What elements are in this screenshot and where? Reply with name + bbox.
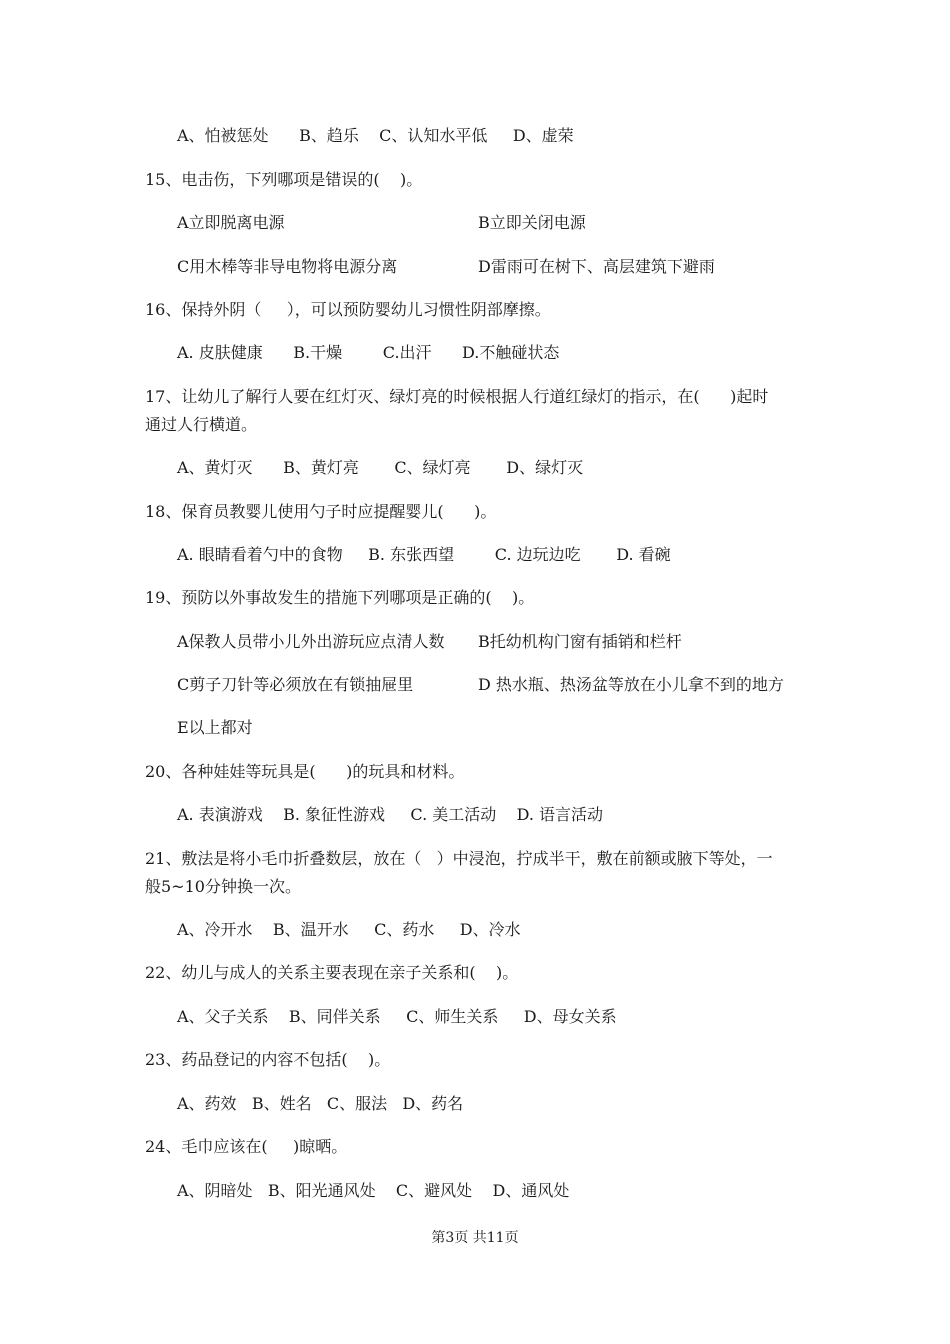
q19-option-e: E以上都对 [177,718,253,737]
question-24: 24、毛巾应该在( )晾晒。 [145,1137,348,1156]
q19-option-a: A保教人员带小儿外出游玩应点清人数 [177,632,445,651]
q16-options: A. 皮肤健康 B.干燥 C.出汗 D.不触碰状态 [177,343,560,362]
q24-options: A、阴暗处 B、阳光通风处 C、避风处 D、通风处 [177,1181,570,1200]
q17-options: A、黄灯灭 B、黄灯亮 C、绿灯亮 D、绿灯灭 [177,458,584,477]
q14-options: A、怕被惩处 B、趋乐 C、认知水平低 D、虚荣 [177,126,574,145]
page-footer: 第3页 共11页 [431,1230,519,1246]
question-18: 18、保育员教婴儿使用勺子时应提醒婴儿( )。 [145,502,497,521]
question-21-cont: 般5~10分钟换一次。 [145,877,301,896]
question-15: 15、电击伤，下列哪项是错误的( )。 [145,170,423,189]
q23-options: A、药效 B、姓名 C、服法 D、药名 [177,1094,464,1113]
question-17-cont: 通过人行横道。 [145,415,258,434]
q19-option-d: D 热水瓶、热汤盆等放在小儿拿不到的地方 [478,675,784,694]
q20-options: A. 表演游戏 B. 象征性游戏 C. 美工活动 D. 语言活动 [177,805,604,824]
q19-option-b: B托幼机构门窗有插销和栏杆 [478,632,682,651]
question-17: 17、让幼儿了解行人要在红灯灭、绿灯亮的时候根据人行道红绿灯的指示，在( )起时 [145,387,769,406]
question-19: 19、预防以外事故发生的措施下列哪项是正确的( )。 [145,588,535,607]
question-23: 23、药品登记的内容不包括( )。 [145,1050,391,1069]
question-21: 21、敷法是将小毛巾折叠数层，放在（ ）中浸泡，拧成半干，敷在前额或腋下等处，一 [145,849,773,868]
question-16: 16、保持外阴（ ），可以预防婴幼儿习惯性阴部摩擦。 [145,300,551,319]
q22-options: A、父子关系 B、同伴关系 C、师生关系 D、母女关系 [177,1007,617,1026]
q15-option-b: B立即关闭电源 [478,213,586,232]
q15-option-c: C用木棒等非导电物将电源分离 [177,257,398,276]
q21-options: A、冷开水 B、温开水 C、药水 D、冷水 [177,920,521,939]
question-22: 22、幼儿与成人的关系主要表现在亲子关系和( )。 [145,963,519,982]
q18-options: A. 眼睛看着勺中的食物 B. 东张西望 C. 边玩边吃 D. 看碗 [177,545,671,564]
q15-option-d: D雷雨可在树下、高层建筑下避雨 [478,257,715,276]
question-20: 20、各种娃娃等玩具是( )的玩具和材料。 [145,762,465,781]
q15-option-a: A立即脱离电源 [177,213,285,232]
q19-option-c: C剪子刀针等必须放在有锁抽屉里 [177,675,414,694]
